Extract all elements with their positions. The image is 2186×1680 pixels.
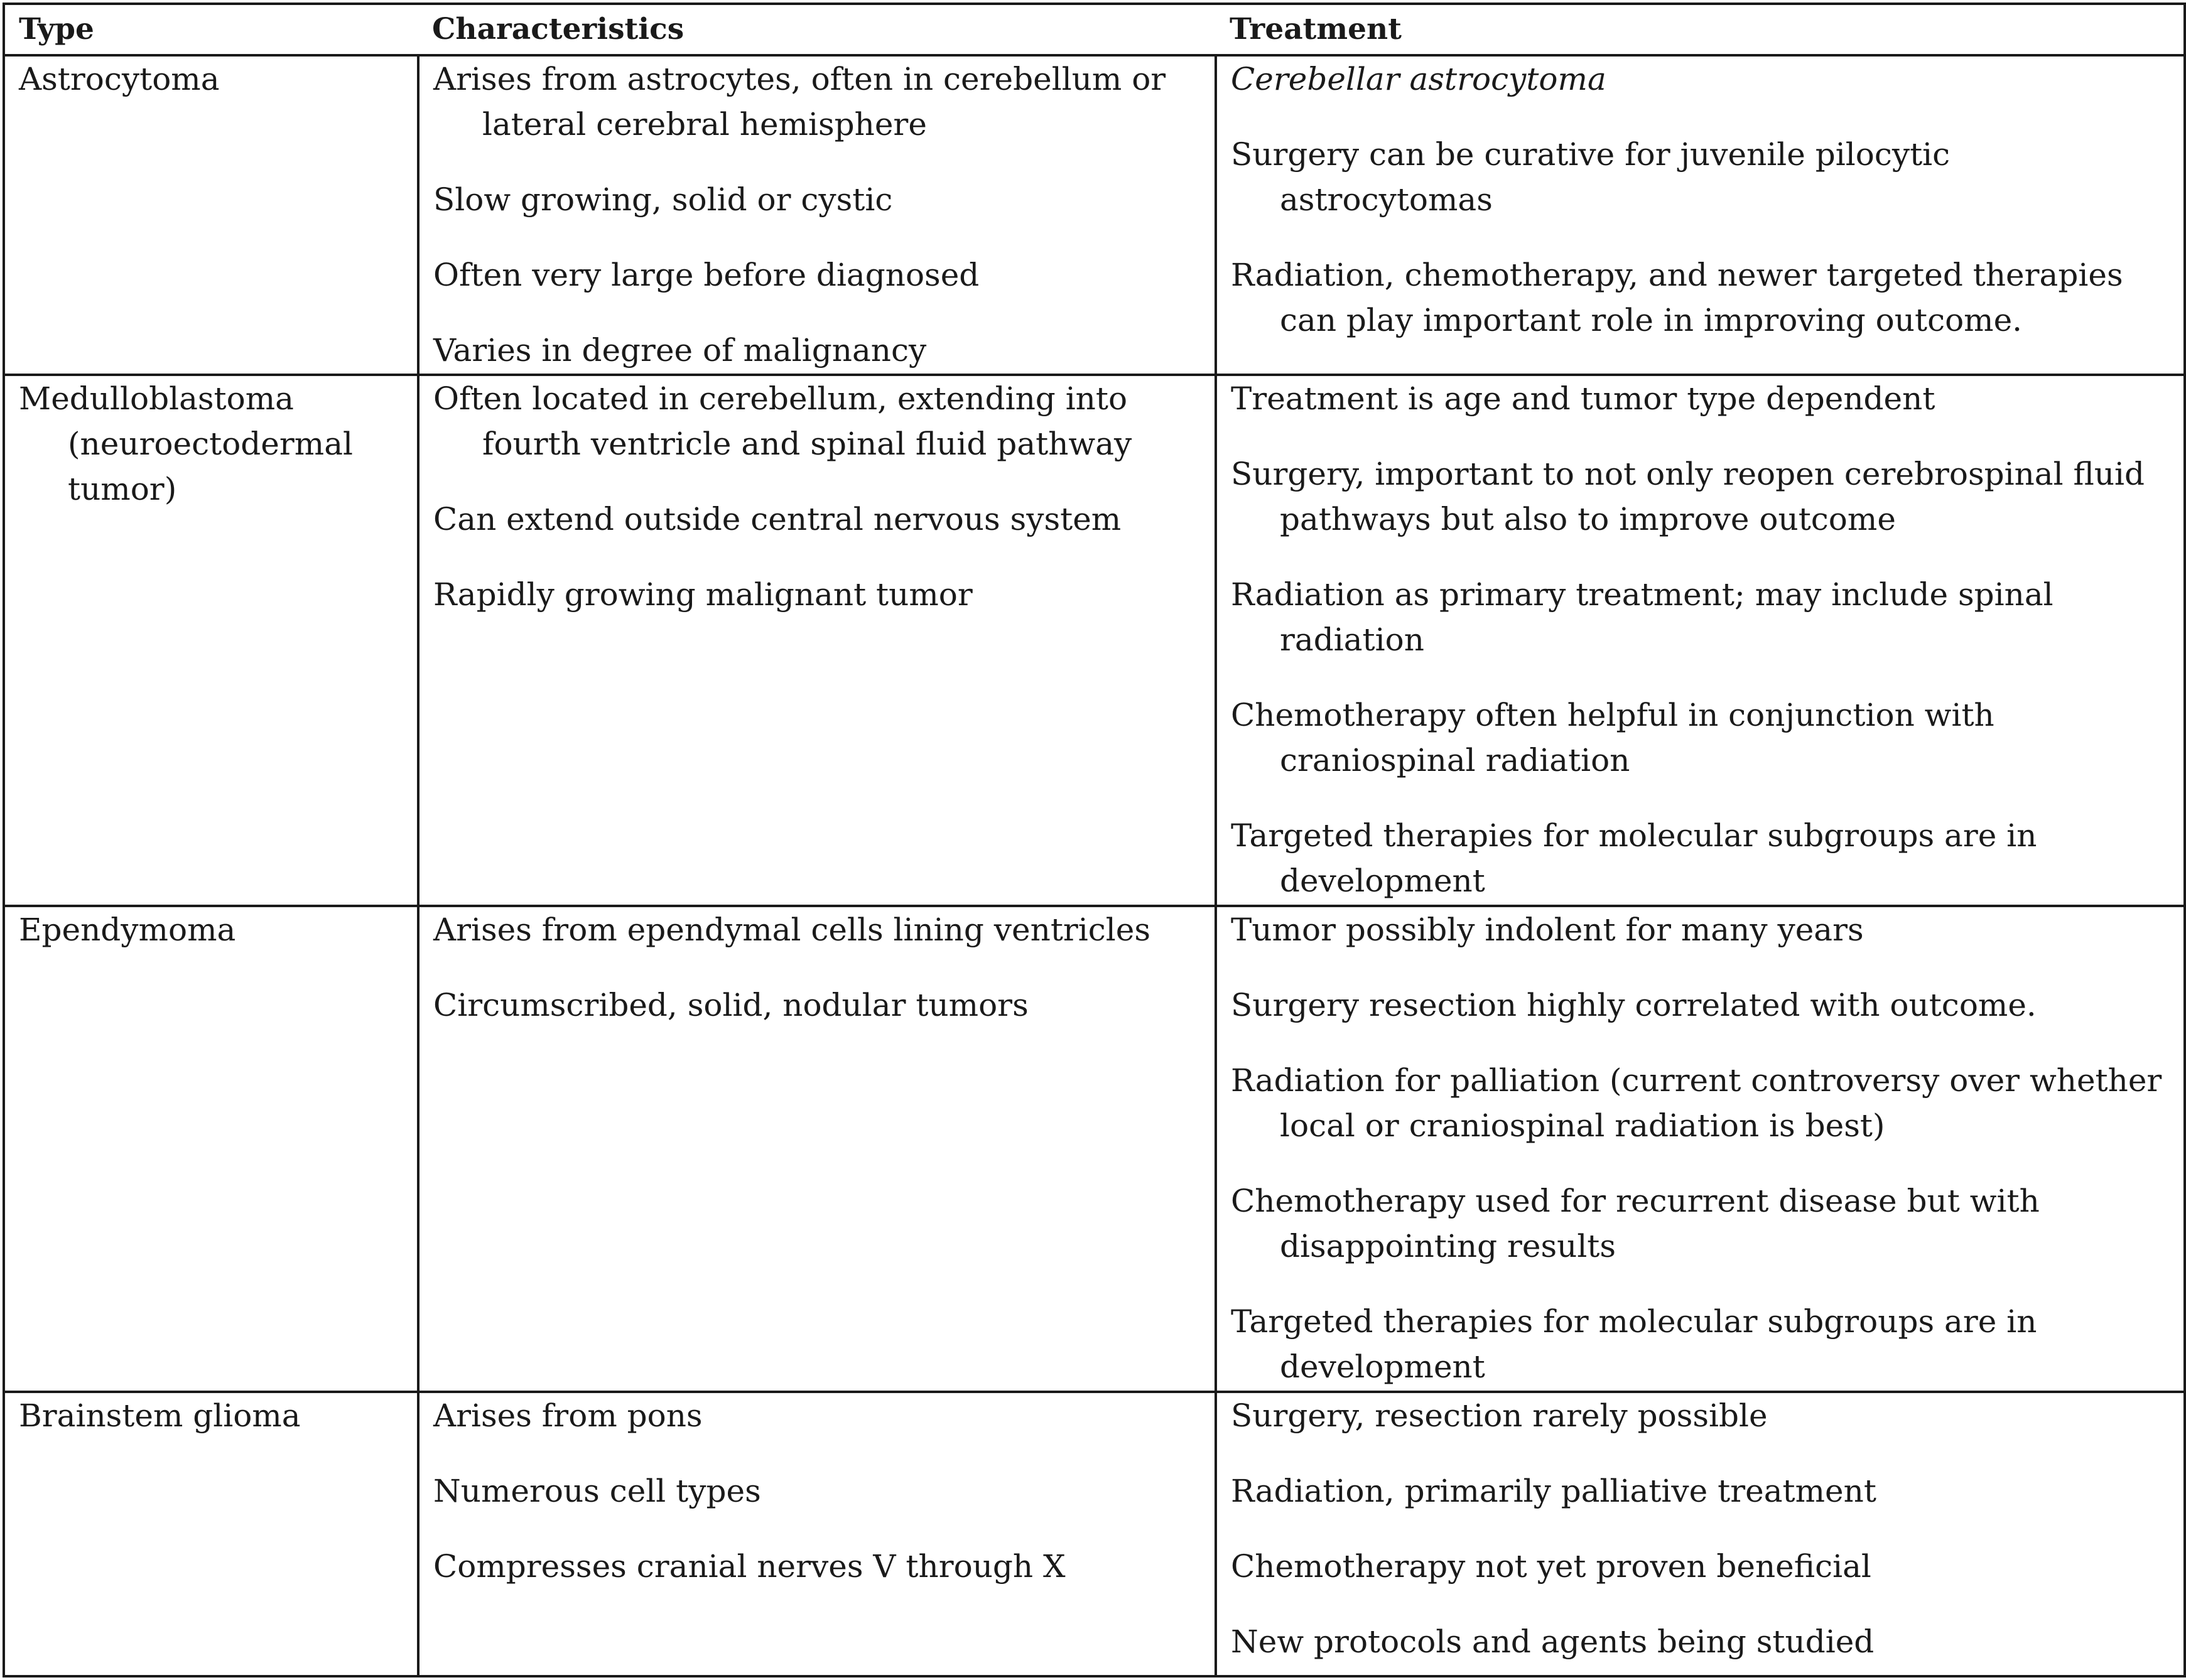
header-type: Type [4,4,418,55]
characteristic-item: Arises from astrocytes, often in cerebellum or lateral cerebral hemisphere [433,61,1166,143]
characteristic-item: Compresses cranial nerves V through X [433,1548,1066,1585]
characteristics-cell [418,1392,1216,1676]
table-row-medulloblastoma [4,375,2185,906]
treatment-item: Chemotherapy not yet proven beneficial [1231,1548,1871,1585]
treatment-cell [1216,375,2185,906]
characteristic-item: Varies in degree of malignancy [433,332,927,369]
table-row-brainstem-glioma [4,1392,2185,1676]
tumor-table [3,3,2186,1677]
treatment-item: Targeted therapies for molecular subgroups are in development [1231,1303,2037,1386]
treatment-cell [1216,1392,2185,1676]
treatment-item: Surgery can be curative for juvenile pilocytic astrocytomas [1231,136,1951,218]
treatment-item: Surgery, resection rarely possible [1231,1397,1768,1434]
type-cell [4,1392,418,1676]
type-label: Astrocytoma [19,61,220,97]
treatment-cell [1216,906,2185,1392]
treatment-item: Chemotherapy used for recurrent disease but with disappointing results [1231,1183,2040,1265]
treatment-item: Treatment is age and tumor type dependent [1231,380,1935,417]
type-label: Medulloblastoma (neuroectodermal tumor) [19,380,354,508]
table-row-ependymoma [4,906,2185,1392]
characteristic-item: Numerous cell types [433,1472,761,1509]
header-row [4,4,2185,55]
treatment-cell [1216,55,2185,375]
treatment-item: Targeted therapies for molecular subgroups are in development [1231,817,2037,900]
type-cell [4,375,418,906]
treatment-item: New protocols and agents being studied [1231,1623,1875,1660]
type-label: Ependymoma [19,912,236,949]
characteristic-item: Circumscribed, solid, nodular tumors [433,987,1029,1024]
header-treatment: Treatment [1216,4,2185,55]
treatment-item: Surgery resection highly correlated with outcome. [1231,987,2037,1024]
characteristic-item: Rapidly growing malignant tumor [433,576,973,613]
characteristic-item: Often very large before diagnosed [433,257,980,293]
treatment-subheading: Cerebellar astrocytoma [1231,61,1606,97]
treatment-item: Radiation, chemotherapy, and newer targeted therapies can play important role in improving outcome. [1231,257,2123,338]
treatment-item: Surgery, important to not only reopen cerebrospinal fluid pathways but also to improve outcome [1231,456,2145,538]
type-cell [4,55,418,375]
type-label: Brainstem glioma [19,1397,301,1434]
characteristic-item: Arises from pons [433,1397,703,1434]
header-characteristics: Characteristics [418,4,1216,55]
treatment-item: Radiation as primary treatment; may include spinal radiation [1231,576,2053,659]
table-row-astrocytoma [4,55,2185,375]
table-body [4,55,2185,1676]
treatment-item: Radiation for palliation (current controversy over whether local or craniospinal radiation is best) [1231,1062,2162,1144]
characteristic-item: Slow growing, solid or cystic [433,181,893,218]
characteristic-item: Arises from ependymal cells lining ventricles [433,912,1151,949]
characteristic-item: Can extend outside central nervous system [433,501,1122,538]
characteristics-cell [418,375,1216,906]
characteristics-cell [418,906,1216,1392]
treatment-item: Chemotherapy often helpful in conjunction with craniospinal radiation [1231,697,1994,779]
type-cell [4,906,418,1392]
table-header [4,4,2185,55]
characteristics-cell [418,55,1216,375]
characteristic-item: Often located in cerebellum, extending into fourth ventricle and spinal fluid pathway [433,380,1132,463]
treatment-item: Tumor possibly indolent for many years [1231,912,1864,949]
treatment-item: Radiation, primarily palliative treatment [1231,1472,1876,1509]
